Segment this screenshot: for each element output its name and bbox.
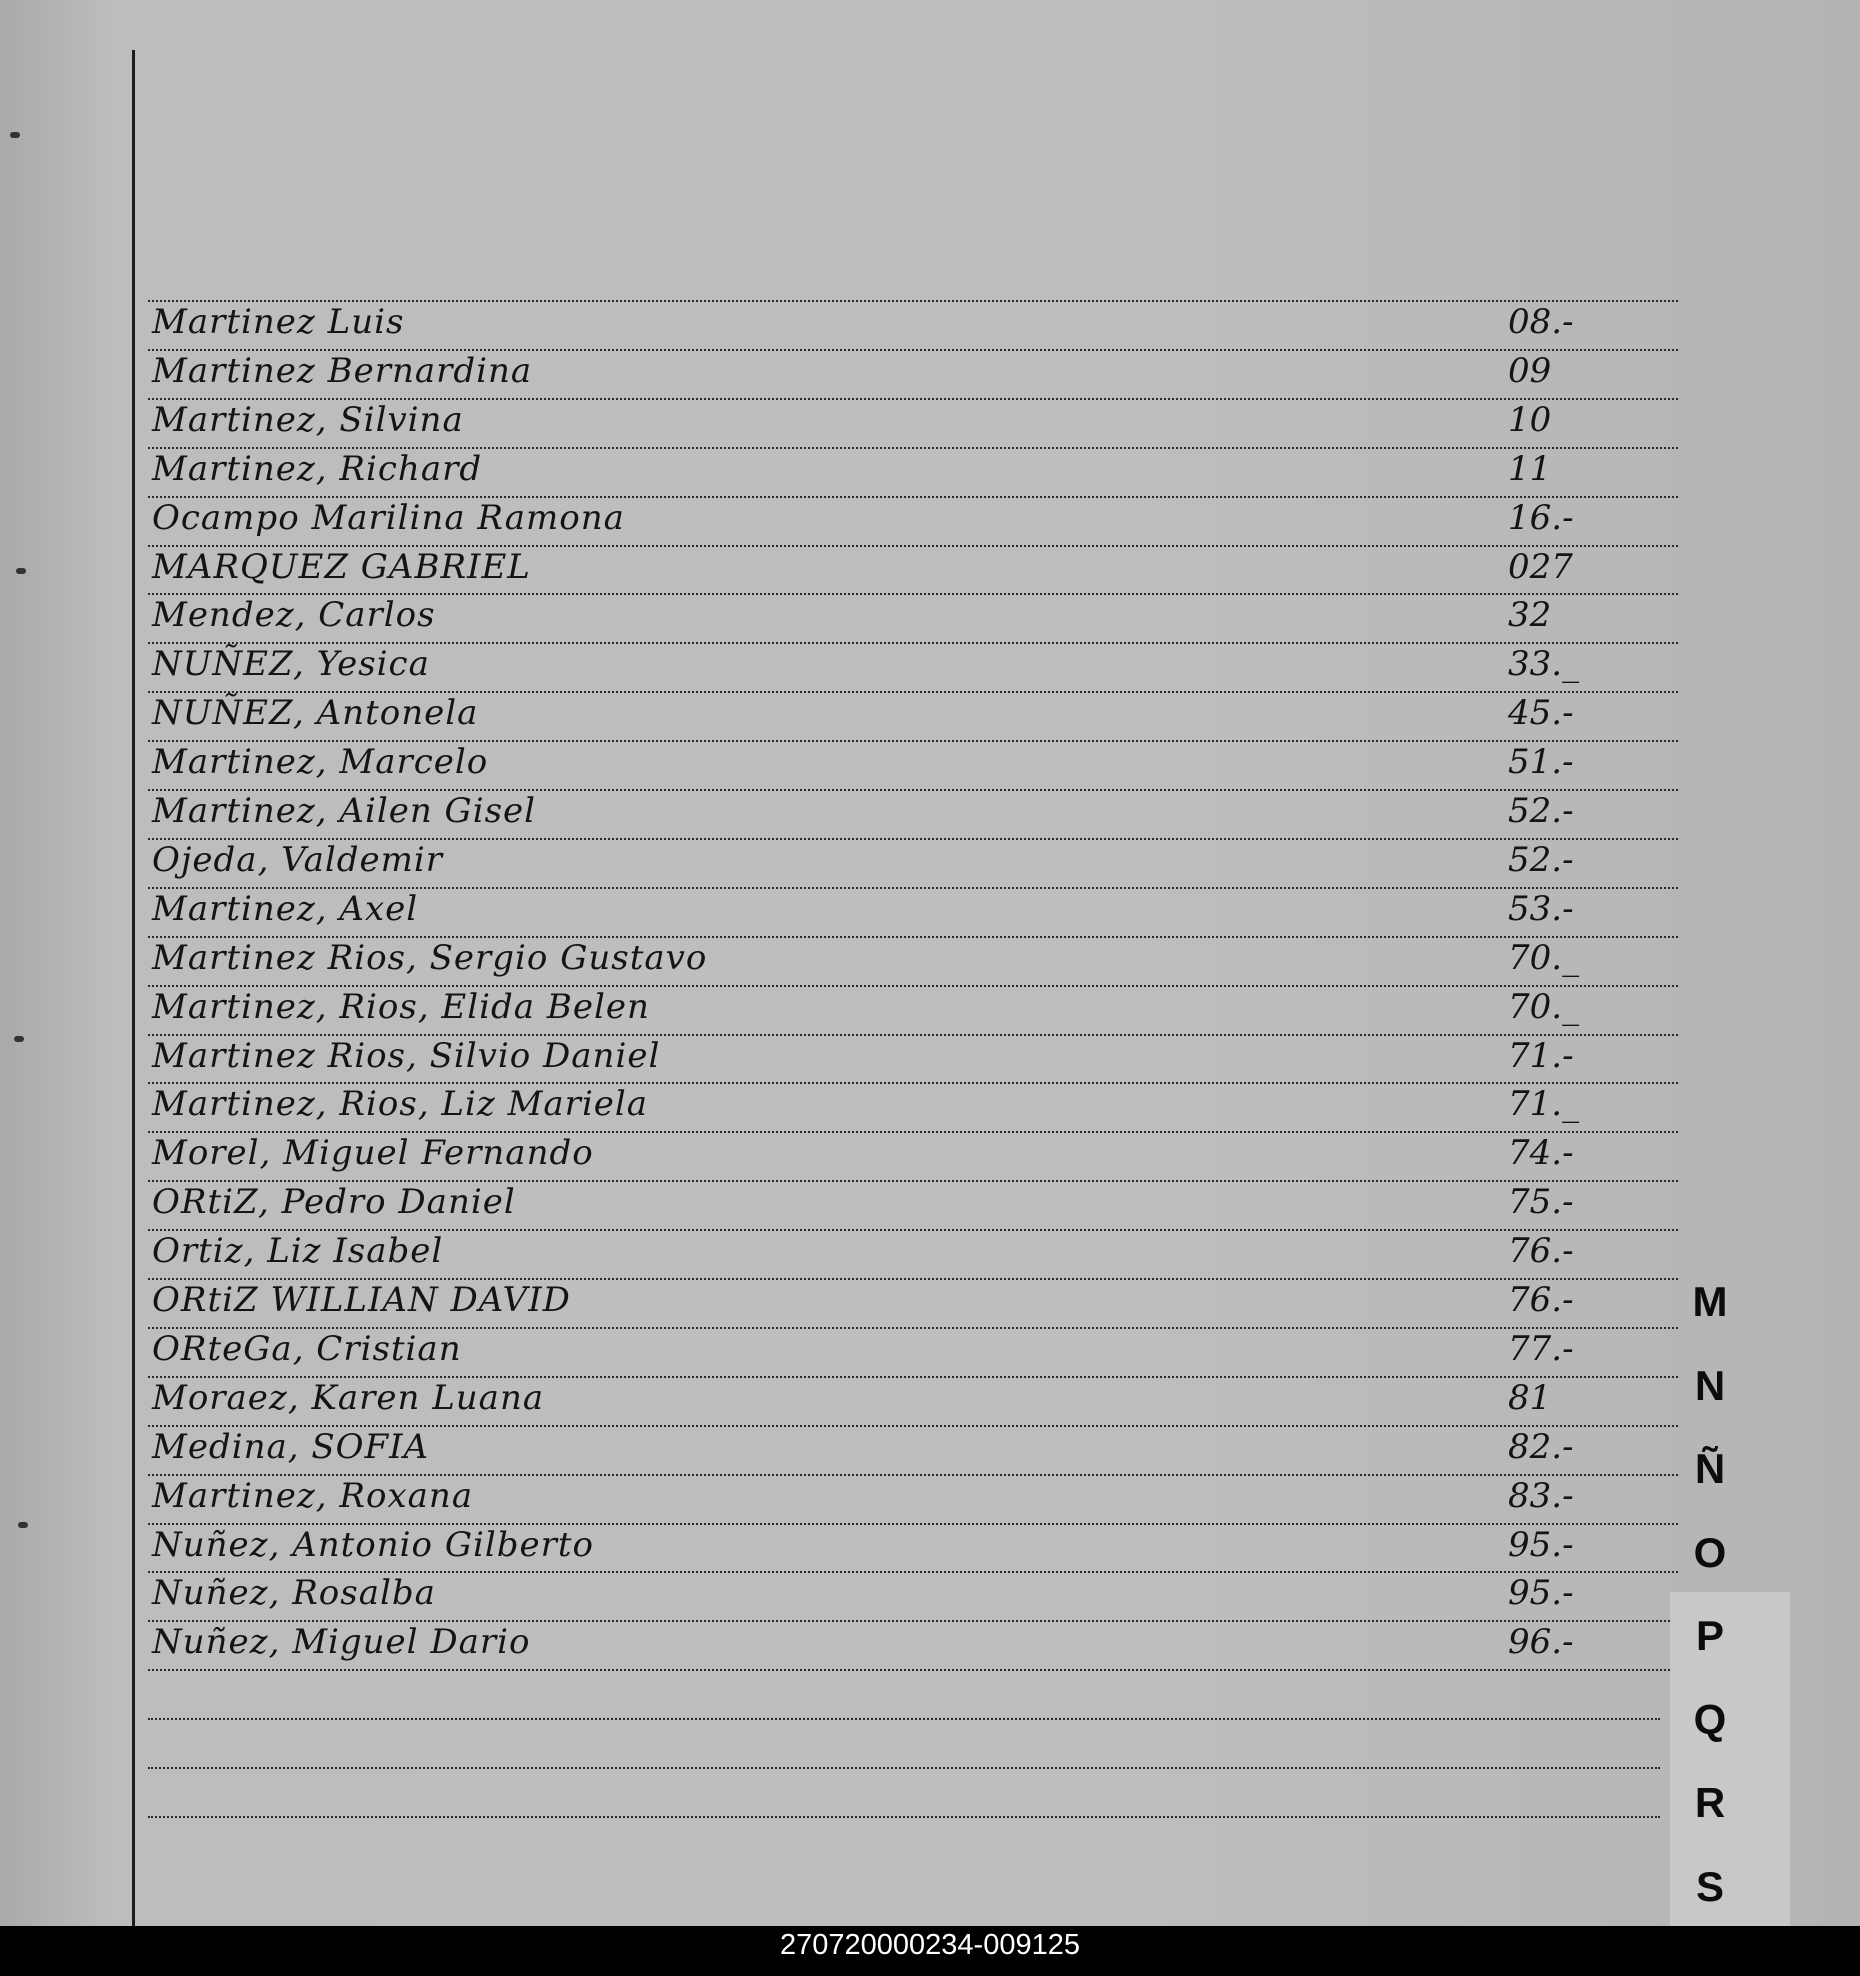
list-item <box>148 1131 1678 1179</box>
index-letter[interactable]: S <box>1695 1862 1724 1910</box>
entry-name: Morel, Miguel Fernando <box>152 1133 594 1174</box>
document-code: 270720000234-009125 <box>780 1929 1080 1961</box>
entry-name: MARQUEZ GABRIEL <box>152 546 531 587</box>
entry-name: Nuñez, Miguel Dario <box>152 1622 531 1663</box>
index-letter[interactable]: P <box>1695 1612 1724 1659</box>
entry-page-number: 74.- <box>1508 1133 1574 1174</box>
entry-name: Ojeda, Valdemir <box>152 839 444 880</box>
entry-name: Medina, SOFIA <box>152 1426 430 1467</box>
entry-page-number: 33._ <box>1508 644 1580 685</box>
index-letter[interactable]: N <box>1694 1361 1726 1409</box>
entry-name: Moraez, Karen Luana <box>152 1377 545 1418</box>
list-item <box>148 887 1678 935</box>
list-item <box>148 1082 1678 1130</box>
entry-name: Nuñez, Rosalba <box>152 1573 436 1614</box>
entry-name: Martinez Rios, Sergio Gustavo <box>152 937 708 978</box>
entry-name: Ortiz, Liz Isabel <box>152 1231 444 1272</box>
list-item <box>148 1327 1678 1375</box>
list-item <box>148 1425 1678 1473</box>
entry-page-number: 32 <box>1508 595 1552 636</box>
list-item <box>148 1620 1678 1668</box>
list-item <box>148 1474 1678 1522</box>
margin-line <box>132 50 135 1926</box>
entry-page-number: 75.- <box>1508 1182 1574 1223</box>
list-item <box>148 691 1678 739</box>
entry-name: Nuñez, Antonio Gilberto <box>152 1524 595 1565</box>
index-letter[interactable]: M <box>1692 1278 1728 1325</box>
entry-page-number: 08.- <box>1508 302 1574 342</box>
entry-page-number: 11 <box>1508 448 1552 489</box>
list-item <box>148 545 1678 593</box>
list-item <box>148 789 1678 837</box>
entry-name: Martinez, Rios, Elida Belen <box>152 986 650 1027</box>
entry-name: Martinez, Axel <box>152 888 419 929</box>
entry-page-number: 16.- <box>1508 497 1574 538</box>
entry-name: Ocampo Marilina Ramona <box>152 497 625 538</box>
entry-page-number: 52.- <box>1508 839 1574 880</box>
ruled-line <box>148 1767 1660 1769</box>
list-item <box>148 642 1678 690</box>
entry-name: Martinez Bernardina <box>152 350 533 391</box>
list-item <box>148 1229 1678 1277</box>
entry-page-number: 52.- <box>1508 791 1574 831</box>
list-item <box>148 1034 1678 1082</box>
list-item <box>148 740 1678 788</box>
entry-page-number: 027 <box>1508 546 1573 587</box>
entry-page-number: 82.- <box>1508 1426 1574 1467</box>
list-item <box>148 1523 1678 1571</box>
entry-page-number: 76.- <box>1508 1280 1574 1320</box>
list-item <box>148 1180 1678 1228</box>
entry-page-number: 83.- <box>1508 1475 1574 1516</box>
entry-page-number: 76.- <box>1508 1231 1574 1272</box>
ruled-line <box>148 1718 1660 1720</box>
entry-name: Mendez, Carlos <box>152 595 436 636</box>
entry-page-number: 09 <box>1508 350 1552 391</box>
list-item <box>148 1376 1678 1424</box>
entry-page-number: 45.- <box>1508 693 1574 734</box>
list-item <box>148 936 1678 984</box>
ruled-line <box>148 1669 1678 1671</box>
entry-name: NUÑEZ, Yesica <box>152 644 430 685</box>
entry-name: Martinez, Ailen Gisel <box>152 791 537 831</box>
list-item <box>148 1278 1678 1326</box>
entry-page-number: 53.- <box>1508 888 1574 929</box>
entry-name: Martinez, Rios, Liz Mariela <box>152 1084 649 1125</box>
index-letter[interactable]: Q <box>1693 1695 1727 1743</box>
list-item <box>148 447 1678 495</box>
entry-page-number: 95.- <box>1508 1573 1574 1614</box>
punch-mark <box>14 1036 24 1042</box>
list-item <box>148 838 1678 886</box>
entry-page-number: 10 <box>1508 399 1552 440</box>
entry-name: Martinez Rios, Silvio Daniel <box>152 1035 661 1076</box>
list-item <box>148 349 1678 397</box>
list-item <box>148 300 1678 348</box>
list-item <box>148 398 1678 446</box>
entry-page-number: 70._ <box>1508 986 1580 1027</box>
entry-name: ORteGa, Cristian <box>152 1328 462 1369</box>
list-item <box>148 1571 1678 1619</box>
list-item <box>148 496 1678 544</box>
entry-page-number: 71._ <box>1508 1084 1580 1125</box>
entry-page-number: 77.- <box>1508 1328 1574 1369</box>
entry-name: ORtiZ, Pedro Daniel <box>152 1182 516 1223</box>
punch-mark <box>16 568 26 574</box>
index-letter[interactable]: R <box>1694 1779 1726 1826</box>
entry-name: Martinez, Roxana <box>152 1475 474 1516</box>
punch-mark <box>18 1522 28 1528</box>
entry-page-number: 70._ <box>1508 937 1580 978</box>
list-item <box>148 593 1678 641</box>
entry-name: Martinez, Silvina <box>152 399 464 440</box>
entry-name: Martinez, Richard <box>152 448 483 489</box>
entry-name: Martinez, Marcelo <box>152 742 489 783</box>
entry-name: ORtiZ WILLIAN DAVID <box>152 1280 571 1320</box>
entry-page-number: 81 <box>1508 1377 1552 1418</box>
entry-page-number: 95.- <box>1508 1524 1574 1565</box>
list-item <box>148 985 1678 1033</box>
index-letter[interactable]: O <box>1693 1528 1727 1576</box>
ruled-line <box>148 1816 1660 1818</box>
entry-name: Martinez Luis <box>152 302 405 342</box>
entry-page-number: 71.- <box>1508 1035 1574 1076</box>
punch-mark <box>10 132 20 138</box>
entry-name: NUÑEZ, Antonela <box>152 693 479 734</box>
entry-page-number: 96.- <box>1508 1622 1574 1663</box>
entry-page-number: 51.- <box>1508 742 1574 783</box>
index-letter[interactable]: Ñ <box>1694 1445 1726 1492</box>
